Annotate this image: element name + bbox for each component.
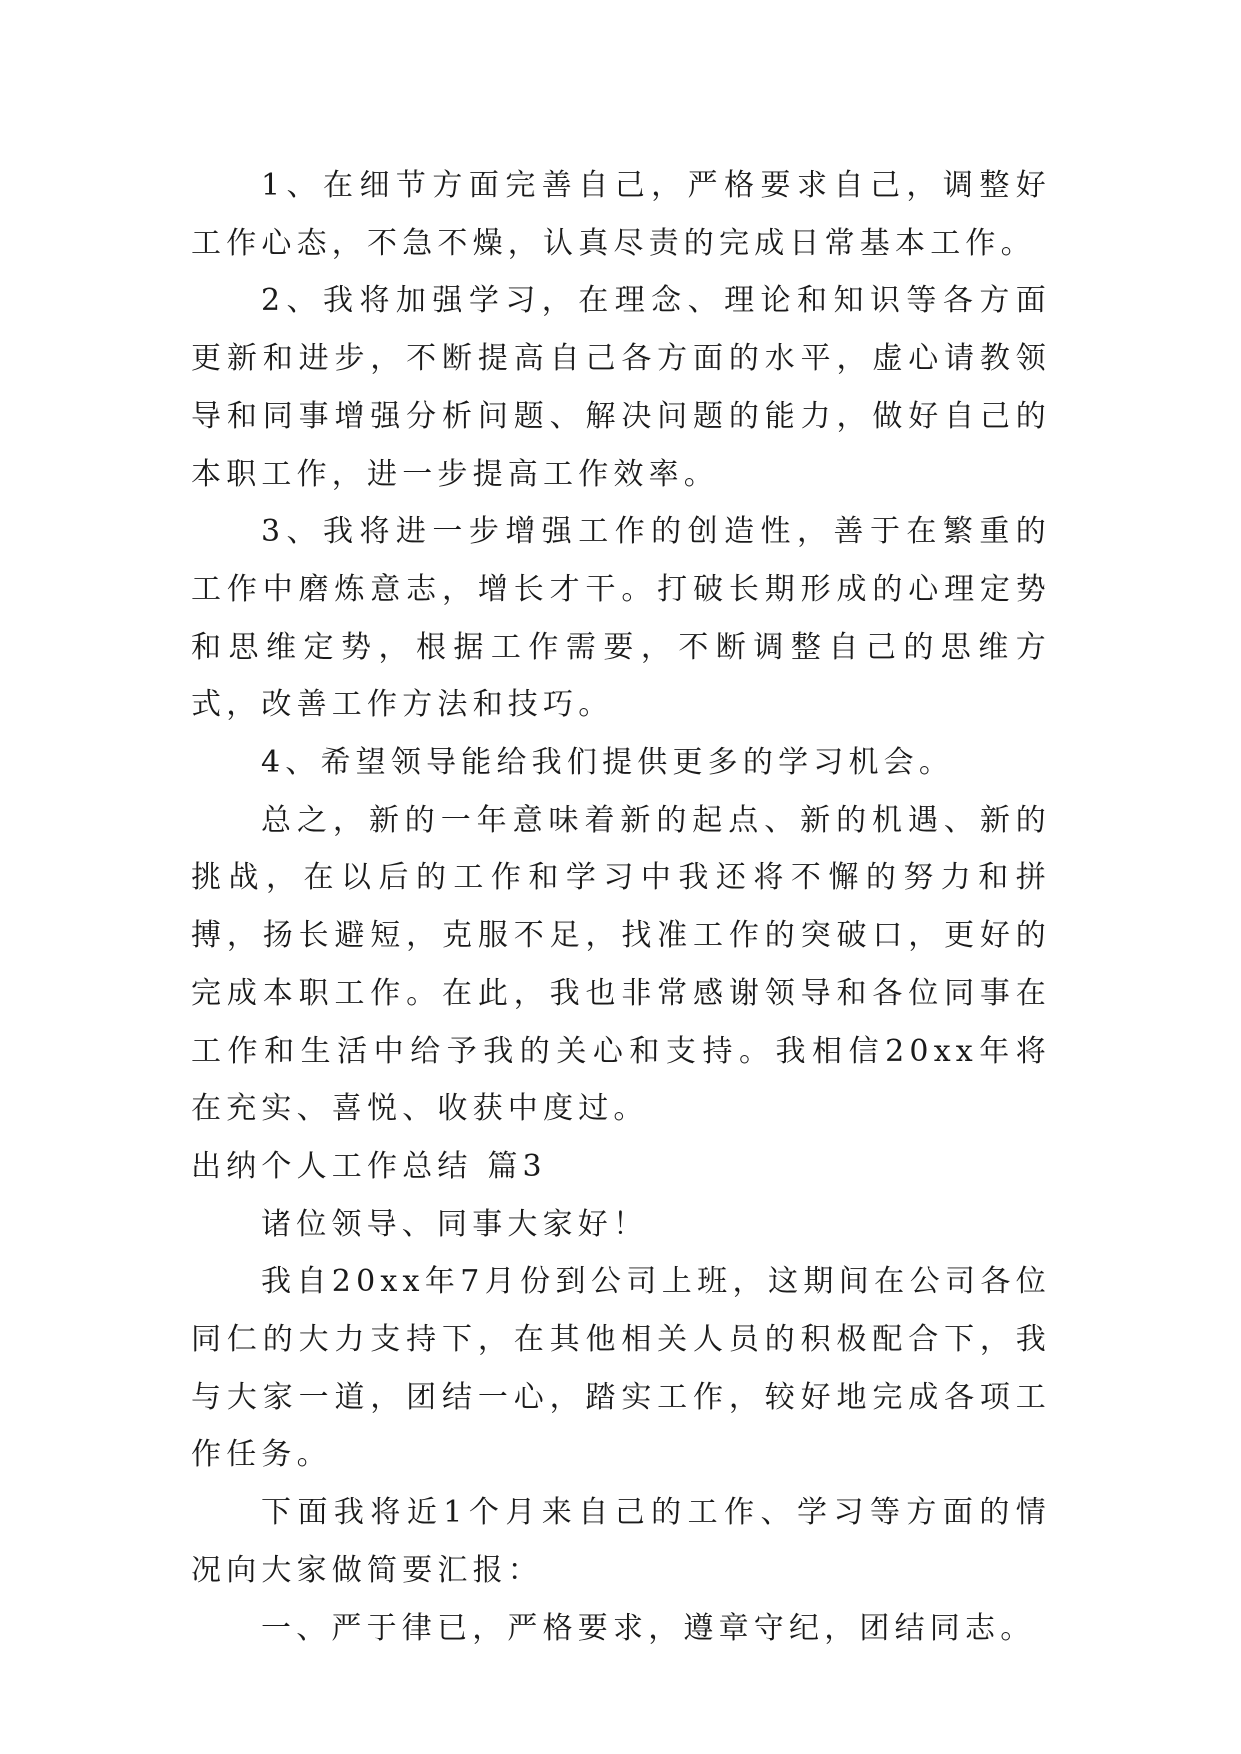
paragraph-summary: 总之，新的一年意味着新的起点、新的机遇、新的挑战，在以后的工作和学习中我还将不懈的努力和拼搏，扬长避短，克服不足，找准工作的突破口，更好的完成本职工作。在此，我也非常感谢领导和各位同事在工作和生活中给予我的关心和支持。我相信20xx年将在充实、喜悦、收获中度过。 <box>191 802 1051 1127</box>
paragraph-item-4: 4、希望领导能给我们提供更多的学习机会。 <box>261 745 955 781</box>
section-heading: 出纳个人工作总结 篇3 <box>191 1148 547 1184</box>
paragraph-greeting: 诸位领导、同事大家好！ <box>261 1206 649 1242</box>
paragraph-item-3: 3、我将进一步增强工作的创造性，善于在繁重的工作中磨炼意志，增长才干。打破长期形成的心理定势和思维定势，根据工作需要，不断调整自己的思维方式，改善工作方法和技巧。 <box>191 514 1051 723</box>
paragraph-item-2: 2、我将加强学习，在理念、理论和知识等各方面更新和进步，不断提高自己各方面的水平，虚心请教领导和同事增强分析问题、解决问题的能力，做好自己的本职工作，进一步提高工作效率。 <box>191 283 1051 492</box>
paragraph-report-lead: 下面我将近1个月来自己的工作、学习等方面的情况向大家做简要汇报： <box>191 1495 1051 1588</box>
paragraph-point-1: 一、严于律已，严格要求，遵章守纪，团结同志。 <box>261 1610 1036 1646</box>
paragraph-intro: 我自20xx年7月份到公司上班，这期间在公司各位同仁的大力支持下，在其他相关人员的积极配合下，我与大家一道，团结一心，踏实工作，较好地完成各项工作任务。 <box>191 1264 1051 1473</box>
paragraph-item-1: 1、在细节方面完善自己，严格要求自己，调整好工作心态，不急不燥，认真尽责的完成日常基本工作。 <box>191 168 1051 261</box>
document-body <box>191 157 1051 1657</box>
